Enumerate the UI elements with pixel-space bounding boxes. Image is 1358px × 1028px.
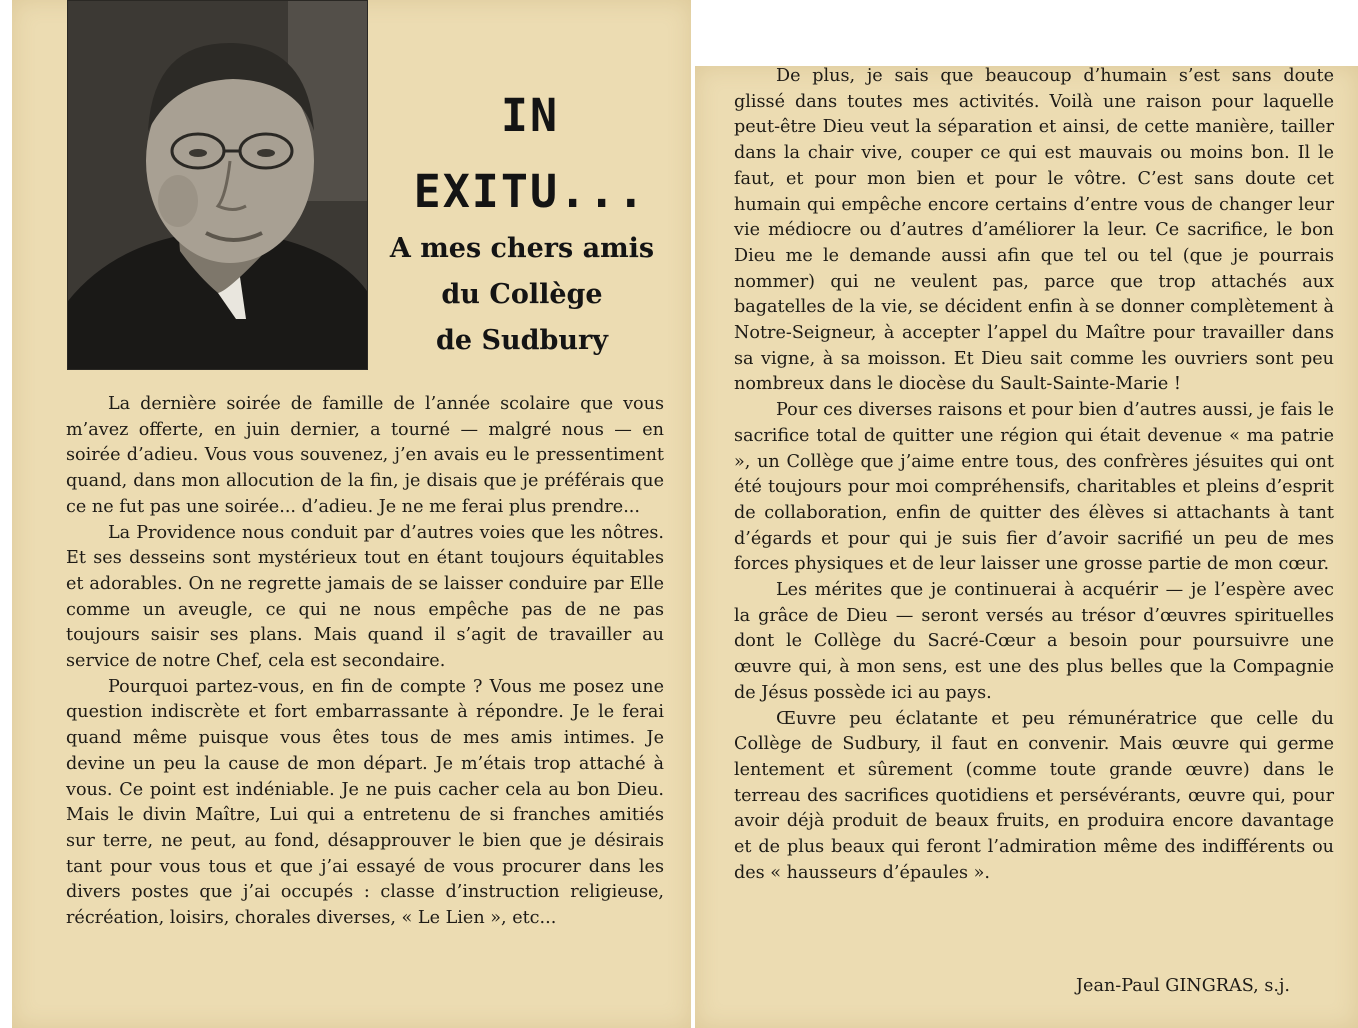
right-column-text bbox=[734, 64, 1334, 887]
paragraph: Pourquoi partez-vous, en fin de compte ? Vous me posez une question indiscrète et fort embarrassante à répondre. Je le ferai quand même puisque vous êtes tous de mes amis intimes. Je devine un peu la cause de mon départ. Je m’étais trop attaché à vous. Ce point est indéniable. Je ne puis cacher cela au bon Dieu. Mais le divin Maître, Lui qui a entretenu de si franches amitiés sur terre, ne peut, au fond, désapprouver le bien que je désirais tant pour vous tous et que j’ai essayé de vous procurer dans les divers postes que j’ai occupés : classe d’instruction religieuse, récréation, loisirs, chorales diverses, « Le Lien », etc... bbox=[66, 676, 664, 929]
paragraph: Pour ces diverses raisons et pour bien d’autres aussi, je fais le sacrifice total de quitter une région qui était devenue « ma patrie », un Collège que j’aime entre tous, des confrères jésuites qui ont été toujours pour moi compréhensifs, charitables et pleins d’esprit de collaboration, enfin de quitter des élèves si attachants à tant d’égards et pour qui je suis fier d’avoir sacrifié un peu de mes forces physiques et de leur laisser une grosse partie de mon cœur. bbox=[734, 400, 1334, 575]
paragraph: Les mérites que je continuerai à acquérir — je l’espère avec la grâce de Dieu — seront versés au trésor d’œuvres spirituelles dont le Collège du Sacré-Cœur a besoin pour poursuivre une œuvre qui, à mon sens, est une des plus belles que la Compagnie de Jésus possède ici au pays. bbox=[734, 580, 1334, 703]
title-line-2: EXITU... bbox=[413, 165, 647, 218]
signature: Jean-Paul GINGRAS, s.j. bbox=[1075, 976, 1290, 996]
clipping-gap bbox=[691, 0, 695, 1028]
subtitle-line-1: A mes chers amis bbox=[389, 233, 655, 264]
title-line-1: IN bbox=[500, 89, 560, 142]
article-title bbox=[380, 78, 680, 230]
subtitle-line-3: de Sudbury bbox=[436, 325, 608, 356]
priest-portrait-photo bbox=[67, 0, 368, 370]
paragraph: De plus, je sais que beaucoup d’humain s’est sans doute glissé dans toutes mes activités. Voilà une raison pour laquelle peut-être Dieu veut la séparation et ainsi, de cette manière, tailler dans la chair vive, couper ce qui est mauvais ou moins bon. Il le faut, et pour mon bien et pour le vôtre. C’est sans doute cet humain qui empêche encore certains d’entre vous de changer leur vie médiocre ou d’autres d’améliorer la leur. Ce sacrifice, le bon Dieu me le demande aussi afin que tel ou tel (que je pourrais nommer) qui ne veulent pas, parce que trop attachés aux bagatelles de la vie, se décident enfin à se donner complètement à Notre-Seigneur, à accepter l’appel du Maître pour travailler dans sa vigne, à sa moisson. Et Dieu sait comme les ouvriers sont peu nombreux dans le diocèse du Sault-Sainte-Marie ! bbox=[734, 66, 1334, 395]
paragraph: La dernière soirée de famille de l’année scolaire que vous m’avez offerte, en juin dernier, a tourné — malgré nous — en soirée d’adieu. Vous vous souvenez, j’en avais eu le pressentiment quand, dans mon allocution de la fin, je disais que je préférais que ce ne fut pas une soirée... d’adieu. Je ne me ferai plus prendre... bbox=[66, 394, 664, 517]
paragraph: Œuvre peu éclatante et peu rémunératrice que celle du Collège de Sudbury, il faut en convenir. Mais œuvre qui germe lentement et sûrement (comme toute grande œuvre) dans le terreau des sacrifices quotidiens et persévérants, œuvre qui, pour avoir déjà produit de beaux fruits, en produira encore davantage et de plus beaux qui feront l’admiration même des indifférents ou des « hausseurs d’épaules ». bbox=[734, 708, 1334, 883]
left-column-text bbox=[66, 392, 664, 932]
paragraph: La Providence nous conduit par d’autres voies que les nôtres. Et ses desseins sont mystérieux tout en étant toujours équitables et adorables. On ne regrette jamais de se laisser conduire par Elle comme un aveugle, ce qui ne nous empêche pas de ne pas toujours saisir ses plans. Mais quand il s’agit de travailler au service de notre Chef, cela est secondaire. bbox=[66, 522, 664, 672]
article-subtitle bbox=[372, 226, 672, 364]
subtitle-line-2: du Collège bbox=[441, 279, 603, 310]
